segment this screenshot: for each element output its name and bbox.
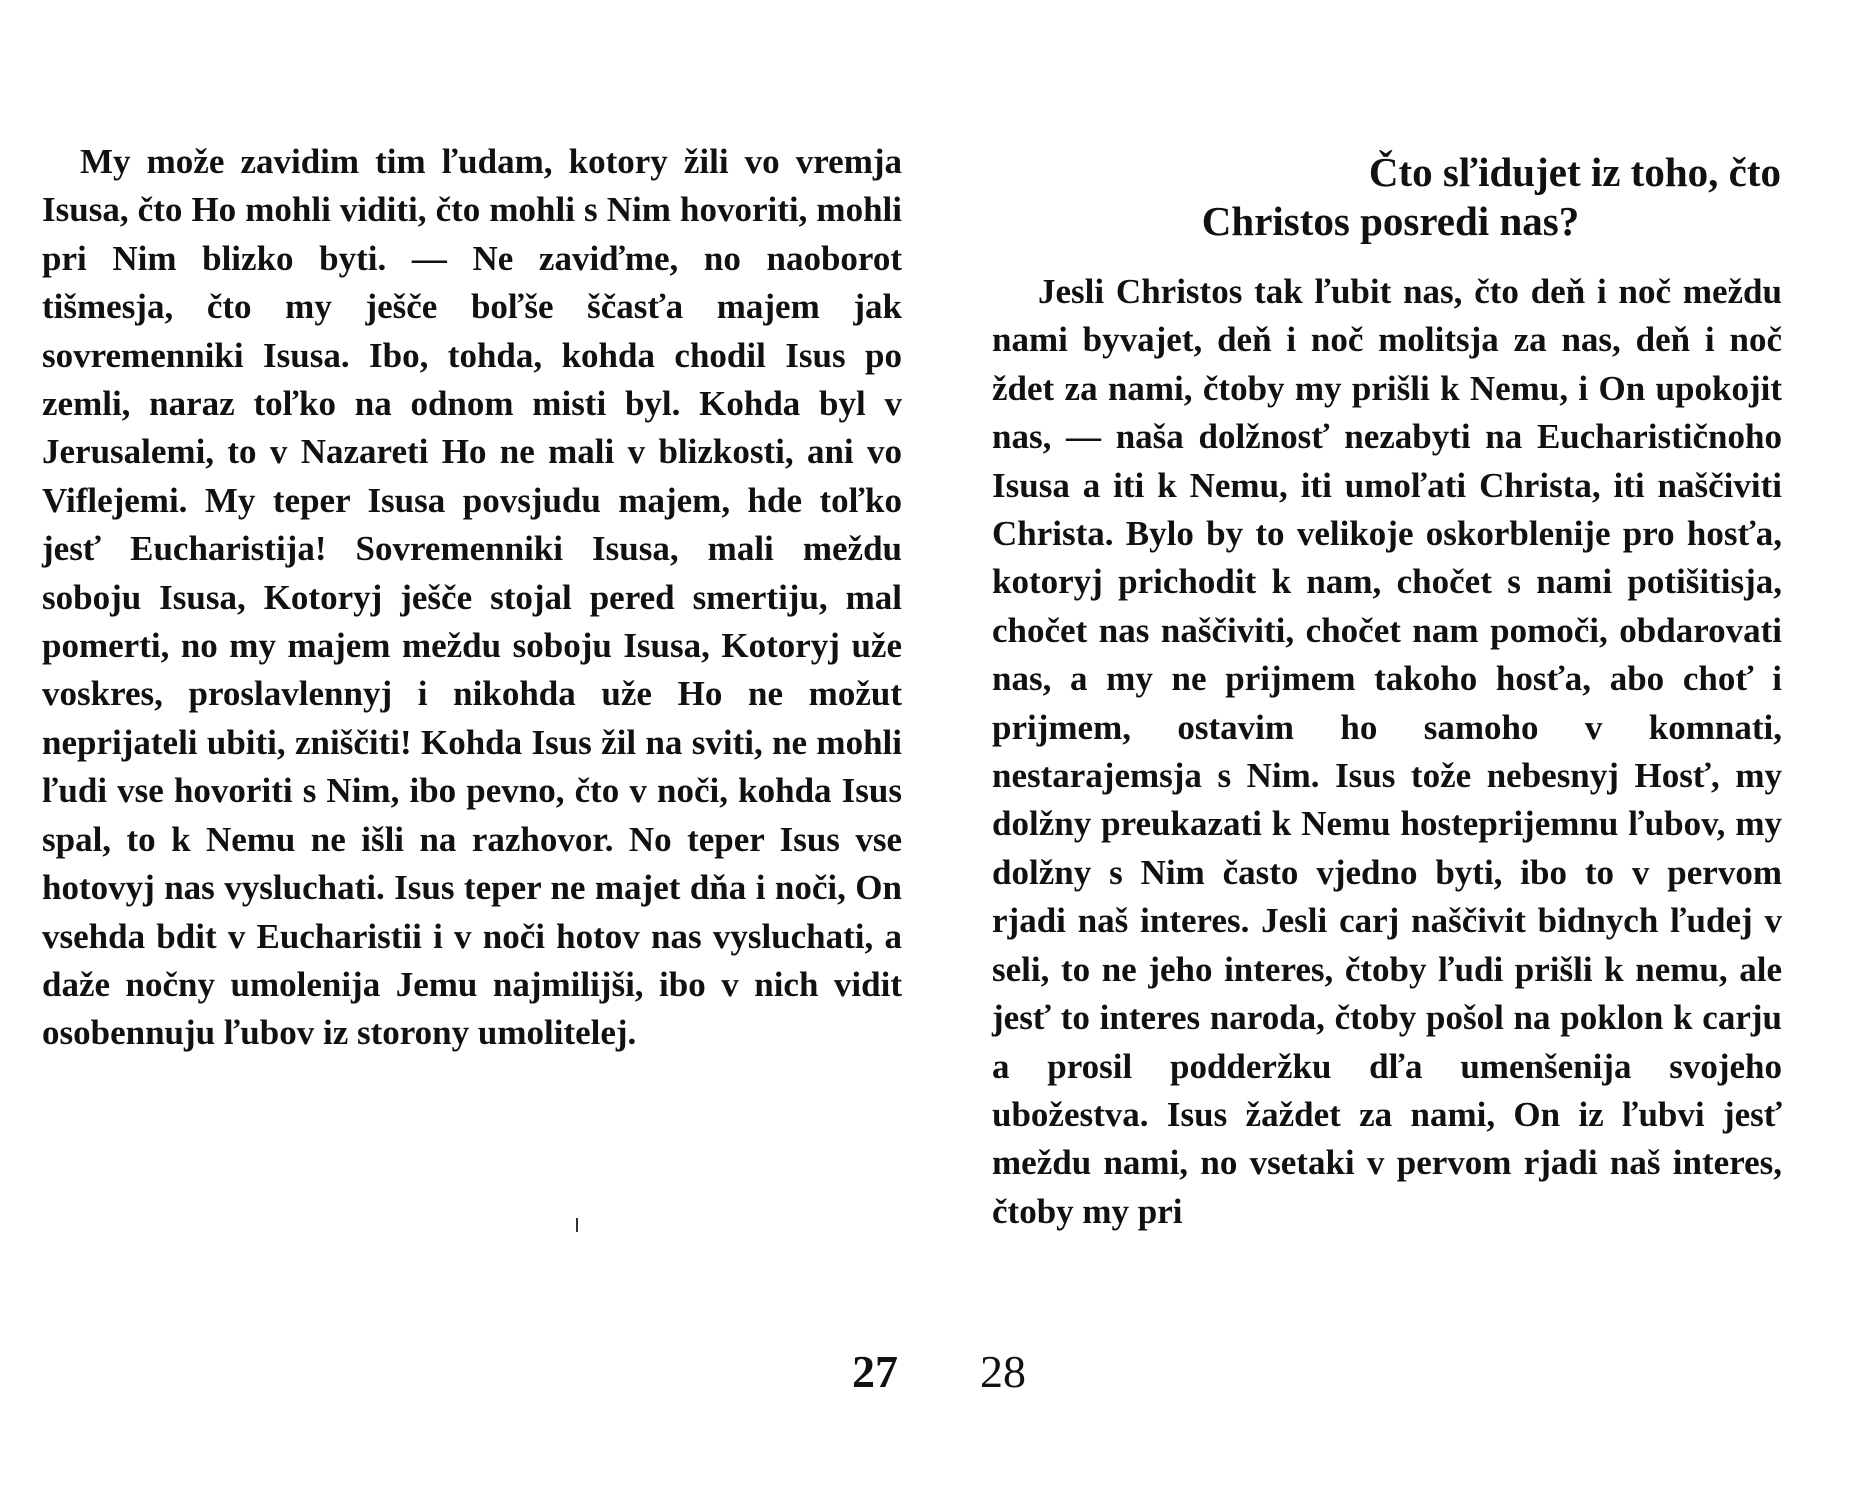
stray-ink-mark [576,1218,578,1232]
right-page-paragraph: Jesli Christos tak ľubit nas, čto deň i noč meždu nami byvajet, deň i noč molitsja za nas, deň i noč ždet za nami, čtoby my prišli k Nemu, i On upokojit nas, — naša dolžnosť nezabyti na Eucharističnoho Isusa a iti k Nemu, iti umoľati Christa, iti naščiviti Christa. Bylo by to velikoje oskorblenije pro hosťa, kotoryj prichodit k nam, chočet s nami potišitisja, chočet nas naščiviti, chočet nam pomoči, obdarovati nas, a my ne prijmem takoho hosťa, abo choť i prijmem, ostavim ho samoho v komnati, nestarajemsja s Nim. Isus tože nebesnyj Hosť, my dolžny preukazati k Nemu hosteprijemnu ľubov, my dolžny s Nim často vjedno byti, ibo to v pervom rjadi naš interes. Jesli carj naščivit bidnych ľudej v seli, to ne jeho interes, čtoby ľudi prišli k nemu, ale jesť to interes naroda, čtoby pošol na poklon k carju a prosil podderžku dľa umenšenija svojeho ubožestva. Isus žaždet za nami, On iz ľubvi jesť meždu nami, no vsetaki v pervom rjadi naš interes, čtoby my pri [992,272,1782,1231]
right-page [936,0,1872,1500]
section-heading [1000,148,1781,246]
section-heading-line-1: Čto sľidujet iz toho, čto [1368,149,1781,195]
left-page-number: 27 [852,1346,898,1397]
right-page-number: 28 [980,1346,1026,1397]
left-page-paragraph: My može zavidim tim ľudam, kotory žili vo vremja Isusa, čto Ho mohli viditi, čto mohli s Nim hovoriti, mohli pri Nim blizko byti. — Ne zaviďme, no naoborot tišmesja, čto my ješče boľše ščasťa majem jak sovremenniki Isusa. Ibo, tohda, kohda chodil Isus po zemli, naraz toľko na odnom misti byl. Kohda byl v Jerusalemi, to v Nazareti Ho ne mali v blizkosti, ani vo Viflejemi. My teper Isusa povsjudu majem, hde toľko jesť Eucharistija! Sovremenniki Isusa, mali meždu soboju Isusa, Kotoryj ješče stojal pered smertiju, mal pomerti, no my majem meždu soboju Isusa, Kotoryj uže voskres, proslavlennyj i nikohda uže Ho ne možut neprijateli ubiti, zniščiti! Kohda Isus žil na sviti, ne mohli ľudi vse hovoriti s Nim, ibo pevno, čto v noči, kohda Isus spal, to k Nemu ne išli na razhovor. No teper Isus vse hotovyj nas vysluchati. Isus teper ne majet dňa i noči, On vsehda bdit v Eucharistii i v noči hotov nas vysluchati, a daže nočny umolenija Jemu najmilijši, ibo v nich vidit osobennuju ľubov iz storony umolitelej. [42,142,902,1053]
section-heading-line-2: Christos posredi nas? [1201,198,1580,244]
